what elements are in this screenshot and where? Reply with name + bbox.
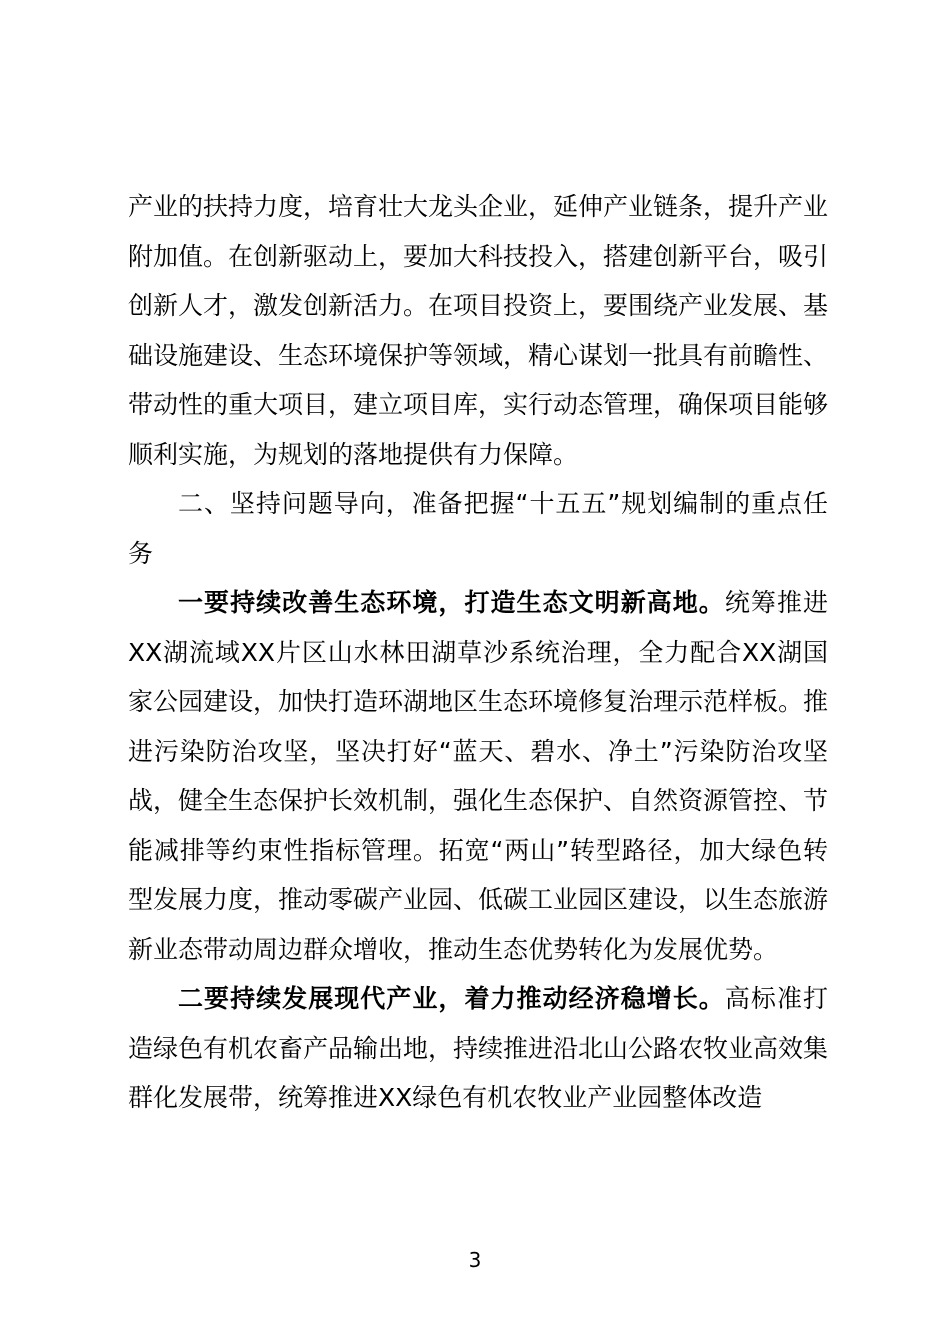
paragraph-industry bbox=[128, 974, 828, 1123]
page-number: 3 bbox=[468, 1248, 482, 1272]
paragraph-text: 高标准打造绿色有机农畜产品输出地，持续推进沿北山公路农牧业高效集群化发展带，统筹推进XX绿色有机农牧业产业园整体改造 bbox=[128, 984, 829, 1112]
paragraph-continuation: 产业的扶持力度，培育壮大龙头企业，延伸产业链条，提升产业附加值。在创新驱动上，要加大科技投入，搭建创新平台，吸引创新人才，激发创新活力。在项目投资上，要围绕产业发展、基础设施建设、生态环境保护等领域，精心谋划一批具有前瞻性、带动性的重大项目，建立项目库，实行动态管理，确保项目能够顺利实施，为规划的落地提供有力保障。 bbox=[128, 192, 829, 469]
paragraph-lead-sentence: 一要持续改善生态环境，打造生态文明新高地。 bbox=[178, 588, 725, 617]
paragraph-ecology bbox=[128, 578, 828, 974]
section-heading: 二、坚持问题导向，准备把握“十五五”规划编制的重点任务 bbox=[128, 489, 828, 568]
paragraph-text: 统筹推进XX湖流域XX片区山水林田湖草沙系统治理，全力配合XX湖国家公园建设，加快打造环湖地区生态环境修复治理示范样板。推进污染防治攻坚，坚决打好“蓝天、碧水、净土”污染防治攻坚战，健全生态保护长效机制，强化生态保护、自然资源管控、节能减排等约束性指标管理。拓宽“两山”转型路径，加大绿色转型发展力度，推动零碳产业园、低碳工业园区建设，以生态旅游新业态带动周边群众增收，推动生态优势转化为发展优势。 bbox=[128, 588, 829, 964]
paragraph-lead-sentence: 二要持续发展现代产业，着力推动经济稳增长。 bbox=[178, 984, 725, 1013]
document-body bbox=[128, 182, 828, 1123]
